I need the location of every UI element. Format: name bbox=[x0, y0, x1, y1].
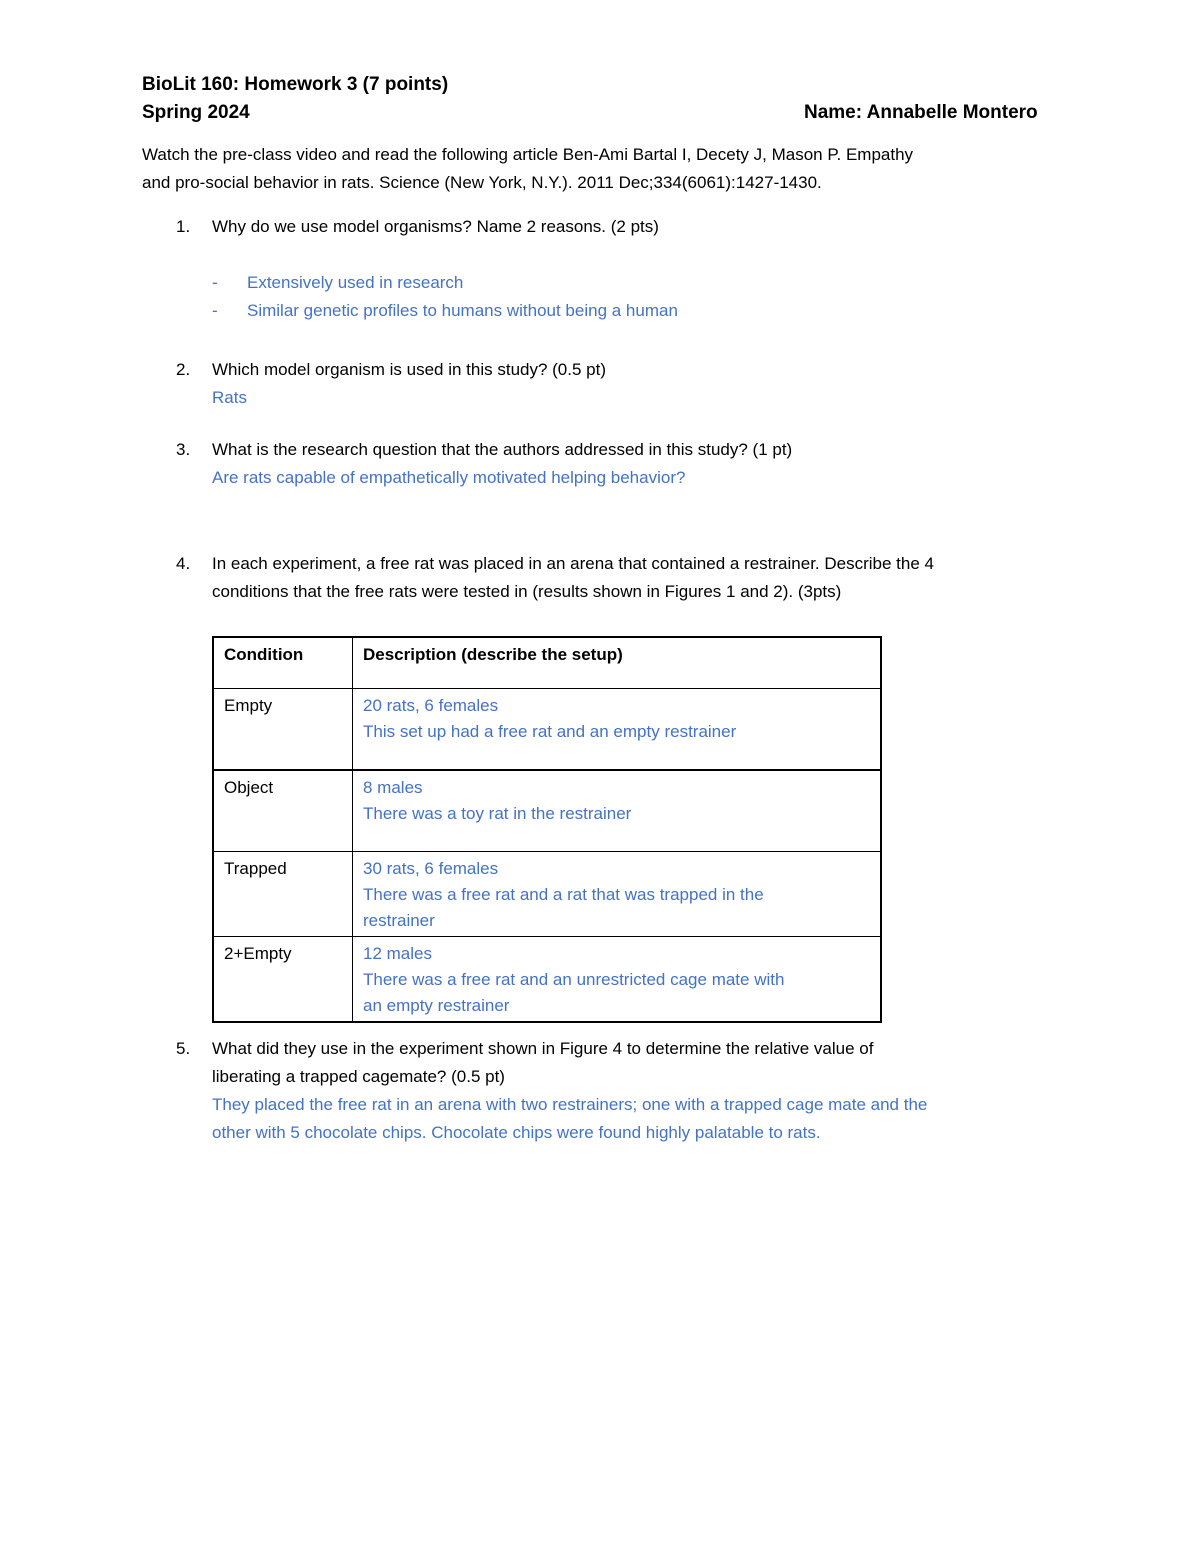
description-line: This set up had a free rat and an empty restrainer bbox=[363, 722, 737, 741]
description-cell bbox=[353, 937, 882, 1023]
header-description: Description (describe the setup) bbox=[353, 637, 882, 689]
condition-cell: Trapped bbox=[213, 852, 353, 937]
answer-text: Are rats capable of empathetically motivated helping behavior? bbox=[212, 468, 686, 487]
description-line: 12 males bbox=[363, 944, 432, 963]
document-title: BioLit 160: Homework 3 (7 points) bbox=[142, 74, 449, 95]
table-row bbox=[213, 852, 881, 937]
intro-line-2: and pro-social behavior in rats. Science (New York, N.Y.). 2011 Dec;334(6061):1427-1430. bbox=[142, 173, 822, 192]
question-text-line-1: What did they use in the experiment shown in Figure 4 to determine the relative value of bbox=[212, 1039, 874, 1058]
answer-bullet: - bbox=[212, 301, 218, 320]
answer-item: Similar genetic profiles to humans without being a human bbox=[247, 301, 678, 320]
answer-text-line-2: other with 5 chocolate chips. Chocolate chips were found highly palatable to rats. bbox=[212, 1123, 821, 1142]
table-row bbox=[213, 770, 881, 852]
description-cell bbox=[353, 852, 882, 937]
description-line: restrainer bbox=[363, 911, 435, 930]
table-header-row bbox=[213, 637, 881, 689]
description-line: There was a free rat and a rat that was trapped in the bbox=[363, 885, 764, 904]
question-text-line-1: In each experiment, a free rat was placed in an arena that contained a restrainer. Describe the 4 bbox=[212, 554, 934, 573]
condition-cell: Empty bbox=[213, 689, 353, 771]
description-line: There was a toy rat in the restrainer bbox=[363, 804, 632, 823]
answer-text-line-1: They placed the free rat in an arena with two restrainers; one with a trapped cage mate and the bbox=[212, 1095, 928, 1114]
question-number: 4. bbox=[176, 554, 191, 573]
question-text-line-2: conditions that the free rats were tested in (results shown in Figures 1 and 2). (3pts) bbox=[212, 582, 842, 601]
question-number: 5. bbox=[176, 1039, 191, 1058]
term-label: Spring 2024 bbox=[142, 102, 250, 123]
answer-text: Rats bbox=[212, 388, 247, 407]
answer-bullet: - bbox=[212, 273, 218, 292]
question-text: Which model organism is used in this study? (0.5 pt) bbox=[212, 360, 607, 379]
table-row bbox=[213, 937, 881, 1023]
question-number: 2. bbox=[176, 360, 191, 379]
header-condition: Condition bbox=[213, 637, 353, 689]
description-line: 30 rats, 6 females bbox=[363, 859, 499, 878]
intro-line-1: Watch the pre-class video and read the following article Ben-Ami Bartal I, Decety J, Mason P. Empathy bbox=[142, 145, 914, 164]
table-row bbox=[213, 689, 881, 771]
description-line: 8 males bbox=[363, 778, 423, 797]
description-line: There was a free rat and an unrestricted cage mate with bbox=[363, 970, 785, 989]
question-number: 3. bbox=[176, 440, 191, 459]
description-cell bbox=[353, 770, 882, 852]
question-text: Why do we use model organisms? Name 2 reasons. (2 pts) bbox=[212, 217, 659, 236]
question-text: What is the research question that the authors addressed in this study? (1 pt) bbox=[212, 440, 793, 459]
condition-cell: Object bbox=[213, 770, 353, 852]
conditions-table bbox=[212, 636, 882, 1023]
student-name: Name: Annabelle Montero bbox=[804, 102, 1038, 123]
description-line: an empty restrainer bbox=[363, 996, 510, 1015]
condition-cell: 2+Empty bbox=[213, 937, 353, 1023]
question-text-line-2: liberating a trapped cagemate? (0.5 pt) bbox=[212, 1067, 505, 1086]
description-line: 20 rats, 6 females bbox=[363, 696, 499, 715]
description-cell bbox=[353, 689, 882, 771]
question-number: 1. bbox=[176, 217, 191, 236]
answer-item: Extensively used in research bbox=[247, 273, 464, 292]
